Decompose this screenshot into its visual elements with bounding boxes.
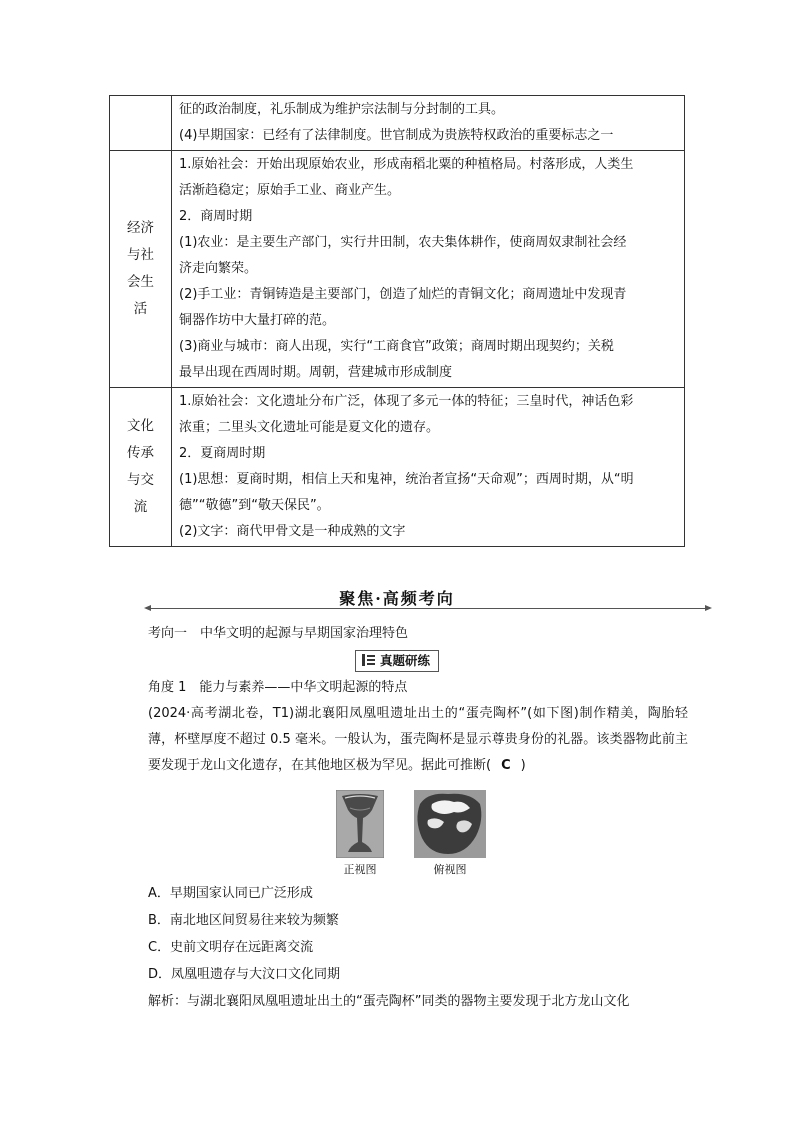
- cup-front-view-image: [336, 790, 384, 858]
- figure-caption: 俯视图: [433, 863, 467, 876]
- list-icon: [362, 654, 375, 666]
- analysis-text: 解析：与湖北襄阳凤凰咀遗址出土的“蛋壳陶杯”同类的器物主要发现于北方龙山文化: [148, 994, 630, 1009]
- category-label: 活: [133, 301, 148, 317]
- cell-line: 浓重；二里头文化遗址可能是夏文化的遗存。: [179, 420, 440, 435]
- category-label: 流: [133, 499, 148, 515]
- summary-table: [109, 95, 685, 547]
- cell-line: (3)商业与城市：商人出现，实行“工商食官”政策；商周时期出现契约；关税: [179, 339, 614, 354]
- section-title: 聚焦·高频考向: [339, 589, 455, 608]
- topic-heading: 考向一 中华文明的起源与早期国家治理特色: [148, 626, 409, 641]
- category-label: 与交: [127, 472, 154, 488]
- cell-line: (2)手工业：青铜铸造是主要部门，创造了灿烂的青铜文化；商周遗址中发现青: [179, 287, 627, 302]
- category-label: 文化: [127, 418, 154, 434]
- cell-line: (4)早期国家：已经有了法律制度。世官制成为贵族特权政治的重要标志之一: [179, 128, 614, 143]
- question-close: ): [520, 758, 526, 773]
- table-row: [110, 96, 685, 151]
- angle-heading: 角度 1 能力与素养——中华文明起源的特点: [148, 680, 408, 695]
- badge-label: 真题研练: [379, 653, 430, 668]
- cell-line: (2)文字：商代甲骨文是一种成熟的文字: [179, 524, 406, 539]
- cell-line: 活渐趋稳定；原始手工业、商业产生。: [179, 183, 401, 198]
- question-text: (2024·高考湖北卷，T1)湖北襄阳凤凰咀遗址出土的“蛋壳陶杯”(如下图)制作精美，陶胎轻薄，杯壁厚度不超过 0.5 毫米。一般认为，蛋壳陶杯是显示尊贵身份的礼器。该类器物此前主要发现于龙山文化遗存，在其他地区极为罕见。据此可推断(: [148, 706, 688, 773]
- category-label: 经济: [127, 220, 154, 236]
- figure-top-view: [414, 790, 486, 878]
- category-label: 会生: [127, 274, 154, 290]
- figure-front-view: [336, 790, 384, 878]
- category-label: 与社: [127, 247, 154, 263]
- figure-caption: 正视图: [343, 863, 377, 876]
- option-c: C．史前文明存在远距离交流: [148, 940, 314, 955]
- cell-line: 2．商周时期: [179, 209, 253, 224]
- cell-line: 最早出现在西周时期。周朝，营建城市形成制度: [179, 365, 453, 380]
- cell-line: 德”“敬德”到“敬天保民”。: [179, 498, 330, 513]
- table-row: [110, 151, 685, 388]
- category-label: 传承: [127, 445, 154, 461]
- category-cell: [110, 388, 172, 547]
- table-row: [110, 388, 685, 547]
- content-cell: [172, 151, 685, 388]
- cell-line: 济走向繁荣。: [179, 261, 258, 276]
- cell-line: 1.原始社会：文化遗址分布广泛，体现了多元一体的特征；三皇时代，神话色彩: [179, 394, 634, 409]
- badge-container: [0, 650, 794, 672]
- cup-top-view-image: [414, 790, 486, 858]
- cell-line: (1)思想：夏商时期，相信上天和鬼神，统治者宣扬“天命观”；西周时期，从“明: [179, 472, 634, 487]
- cell-line: 2．夏商周时期: [179, 446, 266, 461]
- option-d: D．凤凰咀遗存与大汶口文化同期: [148, 967, 341, 982]
- cell-line: 征的政治制度，礼乐制成为维护宗法制与分封制的工具。: [179, 102, 505, 117]
- cell-line: 铜器作坊中大量打碎的范。: [179, 313, 336, 328]
- answer-letter: C: [501, 758, 511, 773]
- content-cell: [172, 96, 685, 151]
- cell-line: 1.原始社会：开始出现原始农业，形成南稻北粟的种植格局。村落形成，人类生: [179, 157, 634, 172]
- option-b: B．南北地区间贸易往来较为频繁: [148, 913, 339, 928]
- practice-badge: [355, 650, 439, 672]
- category-cell: [110, 151, 172, 388]
- category-cell: [110, 96, 172, 151]
- section-divider: [148, 608, 708, 609]
- option-a: A．早期国家认同已广泛形成: [148, 886, 313, 901]
- cell-line: (1)农业：是主要生产部门，实行井田制，农夫集体耕作，使商周奴隶制社会经: [179, 235, 627, 250]
- content-cell: [172, 388, 685, 547]
- question-stem: [148, 701, 688, 779]
